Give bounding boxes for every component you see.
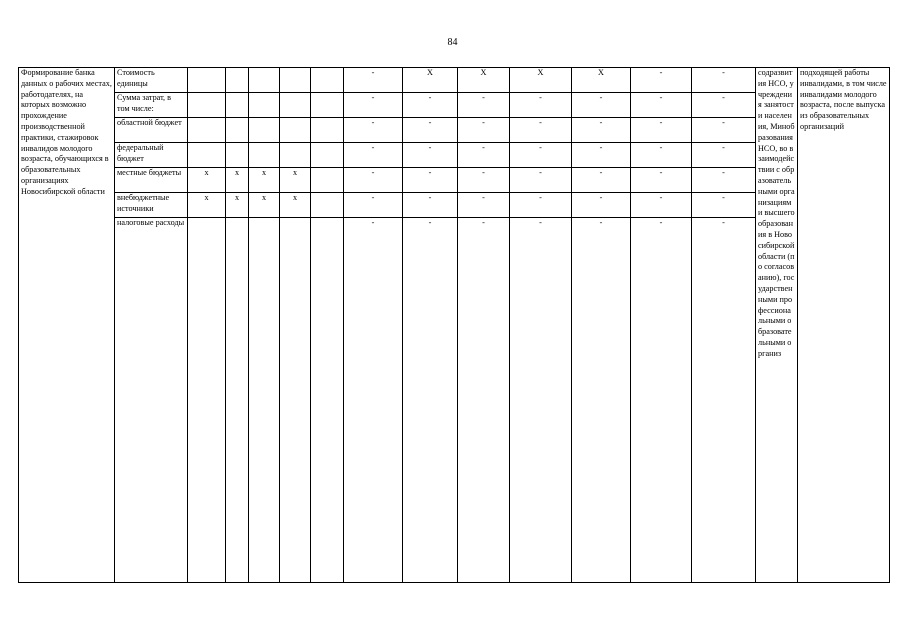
year-cell	[280, 68, 311, 93]
value-cell: -	[458, 93, 510, 118]
year-cell	[311, 218, 344, 583]
value-cell: -	[344, 68, 403, 93]
value-cell: -	[692, 118, 756, 143]
year-cell	[226, 143, 249, 168]
year-cell: x	[188, 168, 226, 193]
year-cell	[249, 68, 280, 93]
value-cell: -	[572, 193, 631, 218]
year-cell	[249, 118, 280, 143]
year-cell	[311, 68, 344, 93]
row-label: областной бюджет	[115, 118, 188, 143]
row-label: местные бюджеты	[115, 168, 188, 193]
year-cell	[280, 118, 311, 143]
value-cell: -	[458, 143, 510, 168]
value-cell: -	[631, 168, 692, 193]
value-cell: X	[403, 68, 458, 93]
value-cell: -	[572, 93, 631, 118]
year-cell	[188, 68, 226, 93]
year-cell: x	[280, 168, 311, 193]
value-cell: -	[692, 218, 756, 583]
value-cell: -	[572, 118, 631, 143]
value-cell: -	[403, 218, 458, 583]
value-cell: -	[631, 93, 692, 118]
year-cell	[226, 68, 249, 93]
value-cell: -	[344, 143, 403, 168]
value-cell: -	[510, 118, 572, 143]
value-cell: -	[344, 118, 403, 143]
value-cell: -	[572, 168, 631, 193]
value-cell: -	[403, 193, 458, 218]
value-cell: -	[344, 93, 403, 118]
year-cell	[311, 118, 344, 143]
year-cell	[188, 118, 226, 143]
value-cell: -	[572, 218, 631, 583]
value-cell: -	[344, 193, 403, 218]
value-cell: -	[458, 193, 510, 218]
value-cell: X	[510, 68, 572, 93]
value-cell: -	[458, 118, 510, 143]
year-cell	[188, 93, 226, 118]
year-cell: x	[226, 168, 249, 193]
value-cell: -	[510, 143, 572, 168]
result-cell: подходящей работы инвалидами, в том числе инвалидами молодого возраста, после выпуска из образовательных организаций	[798, 68, 890, 583]
year-cell	[280, 143, 311, 168]
value-cell: X	[458, 68, 510, 93]
value-cell: -	[692, 193, 756, 218]
year-cell	[188, 218, 226, 583]
row-label: внебюджетные источники	[115, 193, 188, 218]
value-cell: -	[631, 193, 692, 218]
row-label: налоговые расходы	[115, 218, 188, 583]
year-cell: x	[249, 168, 280, 193]
table-row	[19, 68, 890, 93]
value-cell: -	[631, 118, 692, 143]
year-cell: x	[280, 193, 311, 218]
executors-cell: содразвития НСО, учреждения занятости населения, Минобразования НСО, во взаимодействии с образовательными организациями высшего образования в Новосибирской области (по согласованию), государственными профессиональными образовательными организ	[756, 68, 798, 583]
value-cell: -	[692, 93, 756, 118]
value-cell: -	[344, 218, 403, 583]
value-cell: -	[631, 143, 692, 168]
year-cell	[249, 143, 280, 168]
year-cell	[226, 218, 249, 583]
value-cell: -	[403, 118, 458, 143]
activity-cell: Формирование банка данных о рабочих местах, работодателях, на которых возможно прохождение производственной практики, стажировок инвалидов молодого возраста, обучающихся в образовательных организациях Новосибирской области	[19, 68, 115, 583]
value-cell: -	[631, 218, 692, 583]
year-cell	[280, 93, 311, 118]
value-cell: -	[458, 168, 510, 193]
value-cell: -	[510, 218, 572, 583]
year-cell: x	[226, 193, 249, 218]
value-cell: -	[403, 143, 458, 168]
value-cell: -	[403, 93, 458, 118]
year-cell	[226, 118, 249, 143]
value-cell: -	[692, 68, 756, 93]
row-label: Стоимость единицы	[115, 68, 188, 93]
financing-table	[18, 67, 890, 583]
year-cell	[249, 218, 280, 583]
year-cell	[249, 93, 280, 118]
year-cell	[188, 143, 226, 168]
value-cell: X	[572, 68, 631, 93]
value-cell: -	[510, 93, 572, 118]
value-cell: -	[458, 218, 510, 583]
value-cell: -	[403, 168, 458, 193]
year-cell	[280, 218, 311, 583]
page-number: 84	[447, 37, 458, 48]
year-cell: x	[249, 193, 280, 218]
row-label: федеральный бюджет	[115, 143, 188, 168]
value-cell: -	[692, 168, 756, 193]
value-cell: -	[692, 143, 756, 168]
year-cell	[311, 168, 344, 193]
year-cell	[311, 193, 344, 218]
value-cell: -	[510, 168, 572, 193]
value-cell: -	[344, 168, 403, 193]
row-label: Сумма затрат, в том числе:	[115, 93, 188, 118]
year-cell	[226, 93, 249, 118]
year-cell	[311, 143, 344, 168]
year-cell	[311, 93, 344, 118]
value-cell: -	[631, 68, 692, 93]
value-cell: -	[510, 193, 572, 218]
value-cell: -	[572, 143, 631, 168]
year-cell: x	[188, 193, 226, 218]
